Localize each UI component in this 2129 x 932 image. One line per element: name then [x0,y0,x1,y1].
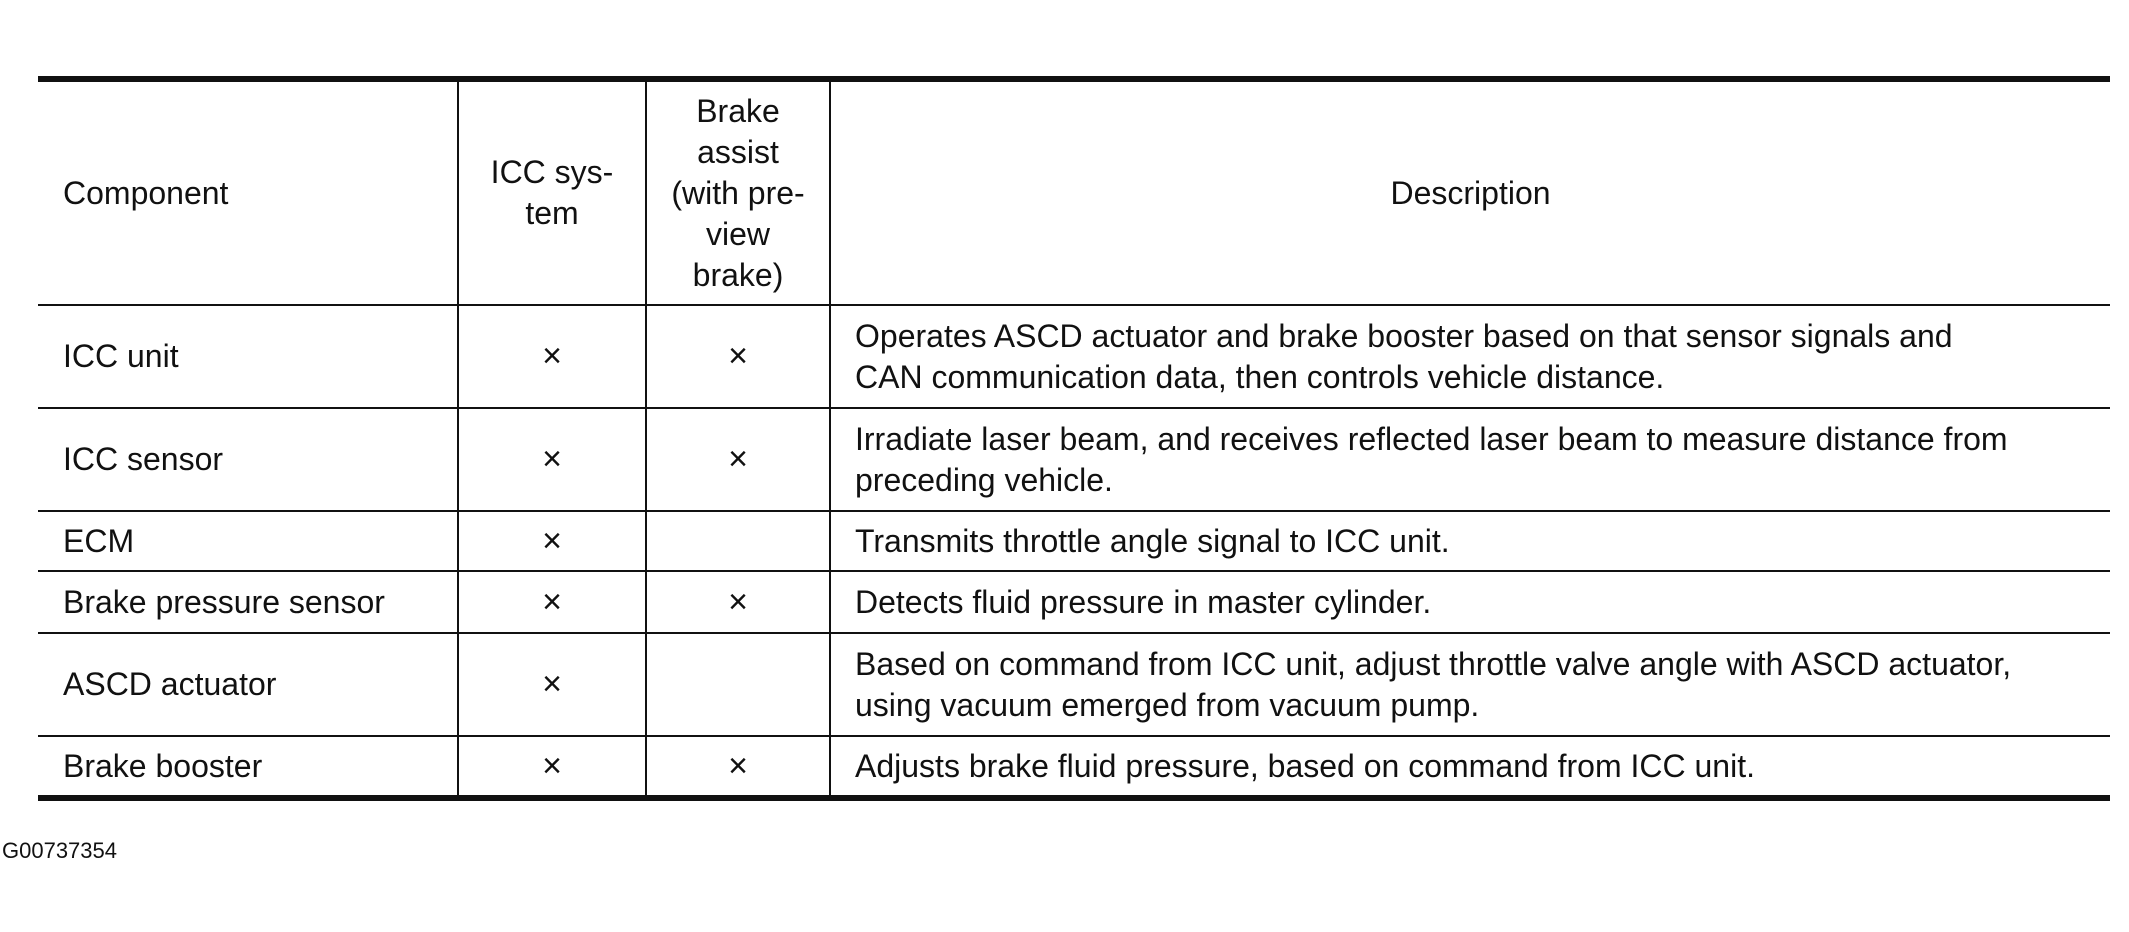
header-icc-system-line: tem [525,195,579,231]
header-brake-assist [646,79,830,305]
component-cell: ECM [38,511,458,571]
component-cell: ICC sensor [38,408,458,511]
components-table [38,76,2110,801]
header-brake-assist-line: brake) [692,256,784,293]
header-brake-assist-line: view [705,215,770,252]
icc-system-mark: × [458,511,646,571]
table-row [38,633,2110,736]
description-line: Detects fluid pressure in master cylinder. [855,583,1432,620]
table-row [38,408,2110,511]
image-code: G00737354 [2,838,117,863]
description-cell [830,736,2110,798]
header-icc-system [458,79,646,305]
description-line: CAN communication data, then controls vehicle distance. [855,358,1665,395]
description-cell [830,511,2110,571]
header-brake-assist-line: assist [697,133,779,170]
description-cell [830,633,2110,736]
description-line: using vacuum emerged from vacuum pump. [855,686,1480,723]
brake-assist-mark: × [646,305,830,408]
table-row [38,571,2110,633]
description-line: Based on command from ICC unit, adjust throttle valve angle with ASCD actuator, [855,645,2012,682]
component-cell: Brake pressure sensor [38,571,458,633]
brake-assist-mark: × [646,571,830,633]
description-line: Irradiate laser beam, and receives reflected laser beam to measure distance from [855,420,2008,457]
description-line: Adjusts brake fluid pressure, based on command from ICC unit. [855,747,1755,784]
brake-assist-mark: × [646,736,830,798]
table-row [38,305,2110,408]
brake-assist-mark [646,633,830,736]
table-header-row [38,79,2110,305]
component-cell: Brake booster [38,736,458,798]
table-row [38,511,2110,571]
description-cell [830,571,2110,633]
brake-assist-mark: × [646,408,830,511]
icc-system-mark: × [458,571,646,633]
component-cell: ASCD actuator [38,633,458,736]
header-icc-system-line: ICC sys- [490,154,614,190]
description-cell [830,408,2110,511]
description-line: Operates ASCD actuator and brake booster based on that sensor signals and [855,317,1953,354]
header-brake-assist-line: Brake [696,92,780,129]
header-brake-assist-line: (with pre- [671,174,805,211]
table-row [38,736,2110,798]
icc-system-mark: × [458,305,646,408]
brake-assist-mark [646,511,830,571]
header-component: Component [38,79,458,305]
description-line: Transmits throttle angle signal to ICC unit. [855,522,1450,559]
component-cell: ICC unit [38,305,458,408]
icc-system-mark: × [458,633,646,736]
description-line: preceding vehicle. [855,461,1113,498]
description-cell [830,305,2110,408]
icc-system-mark: × [458,736,646,798]
icc-system-mark: × [458,408,646,511]
header-description: Description [830,79,2110,305]
